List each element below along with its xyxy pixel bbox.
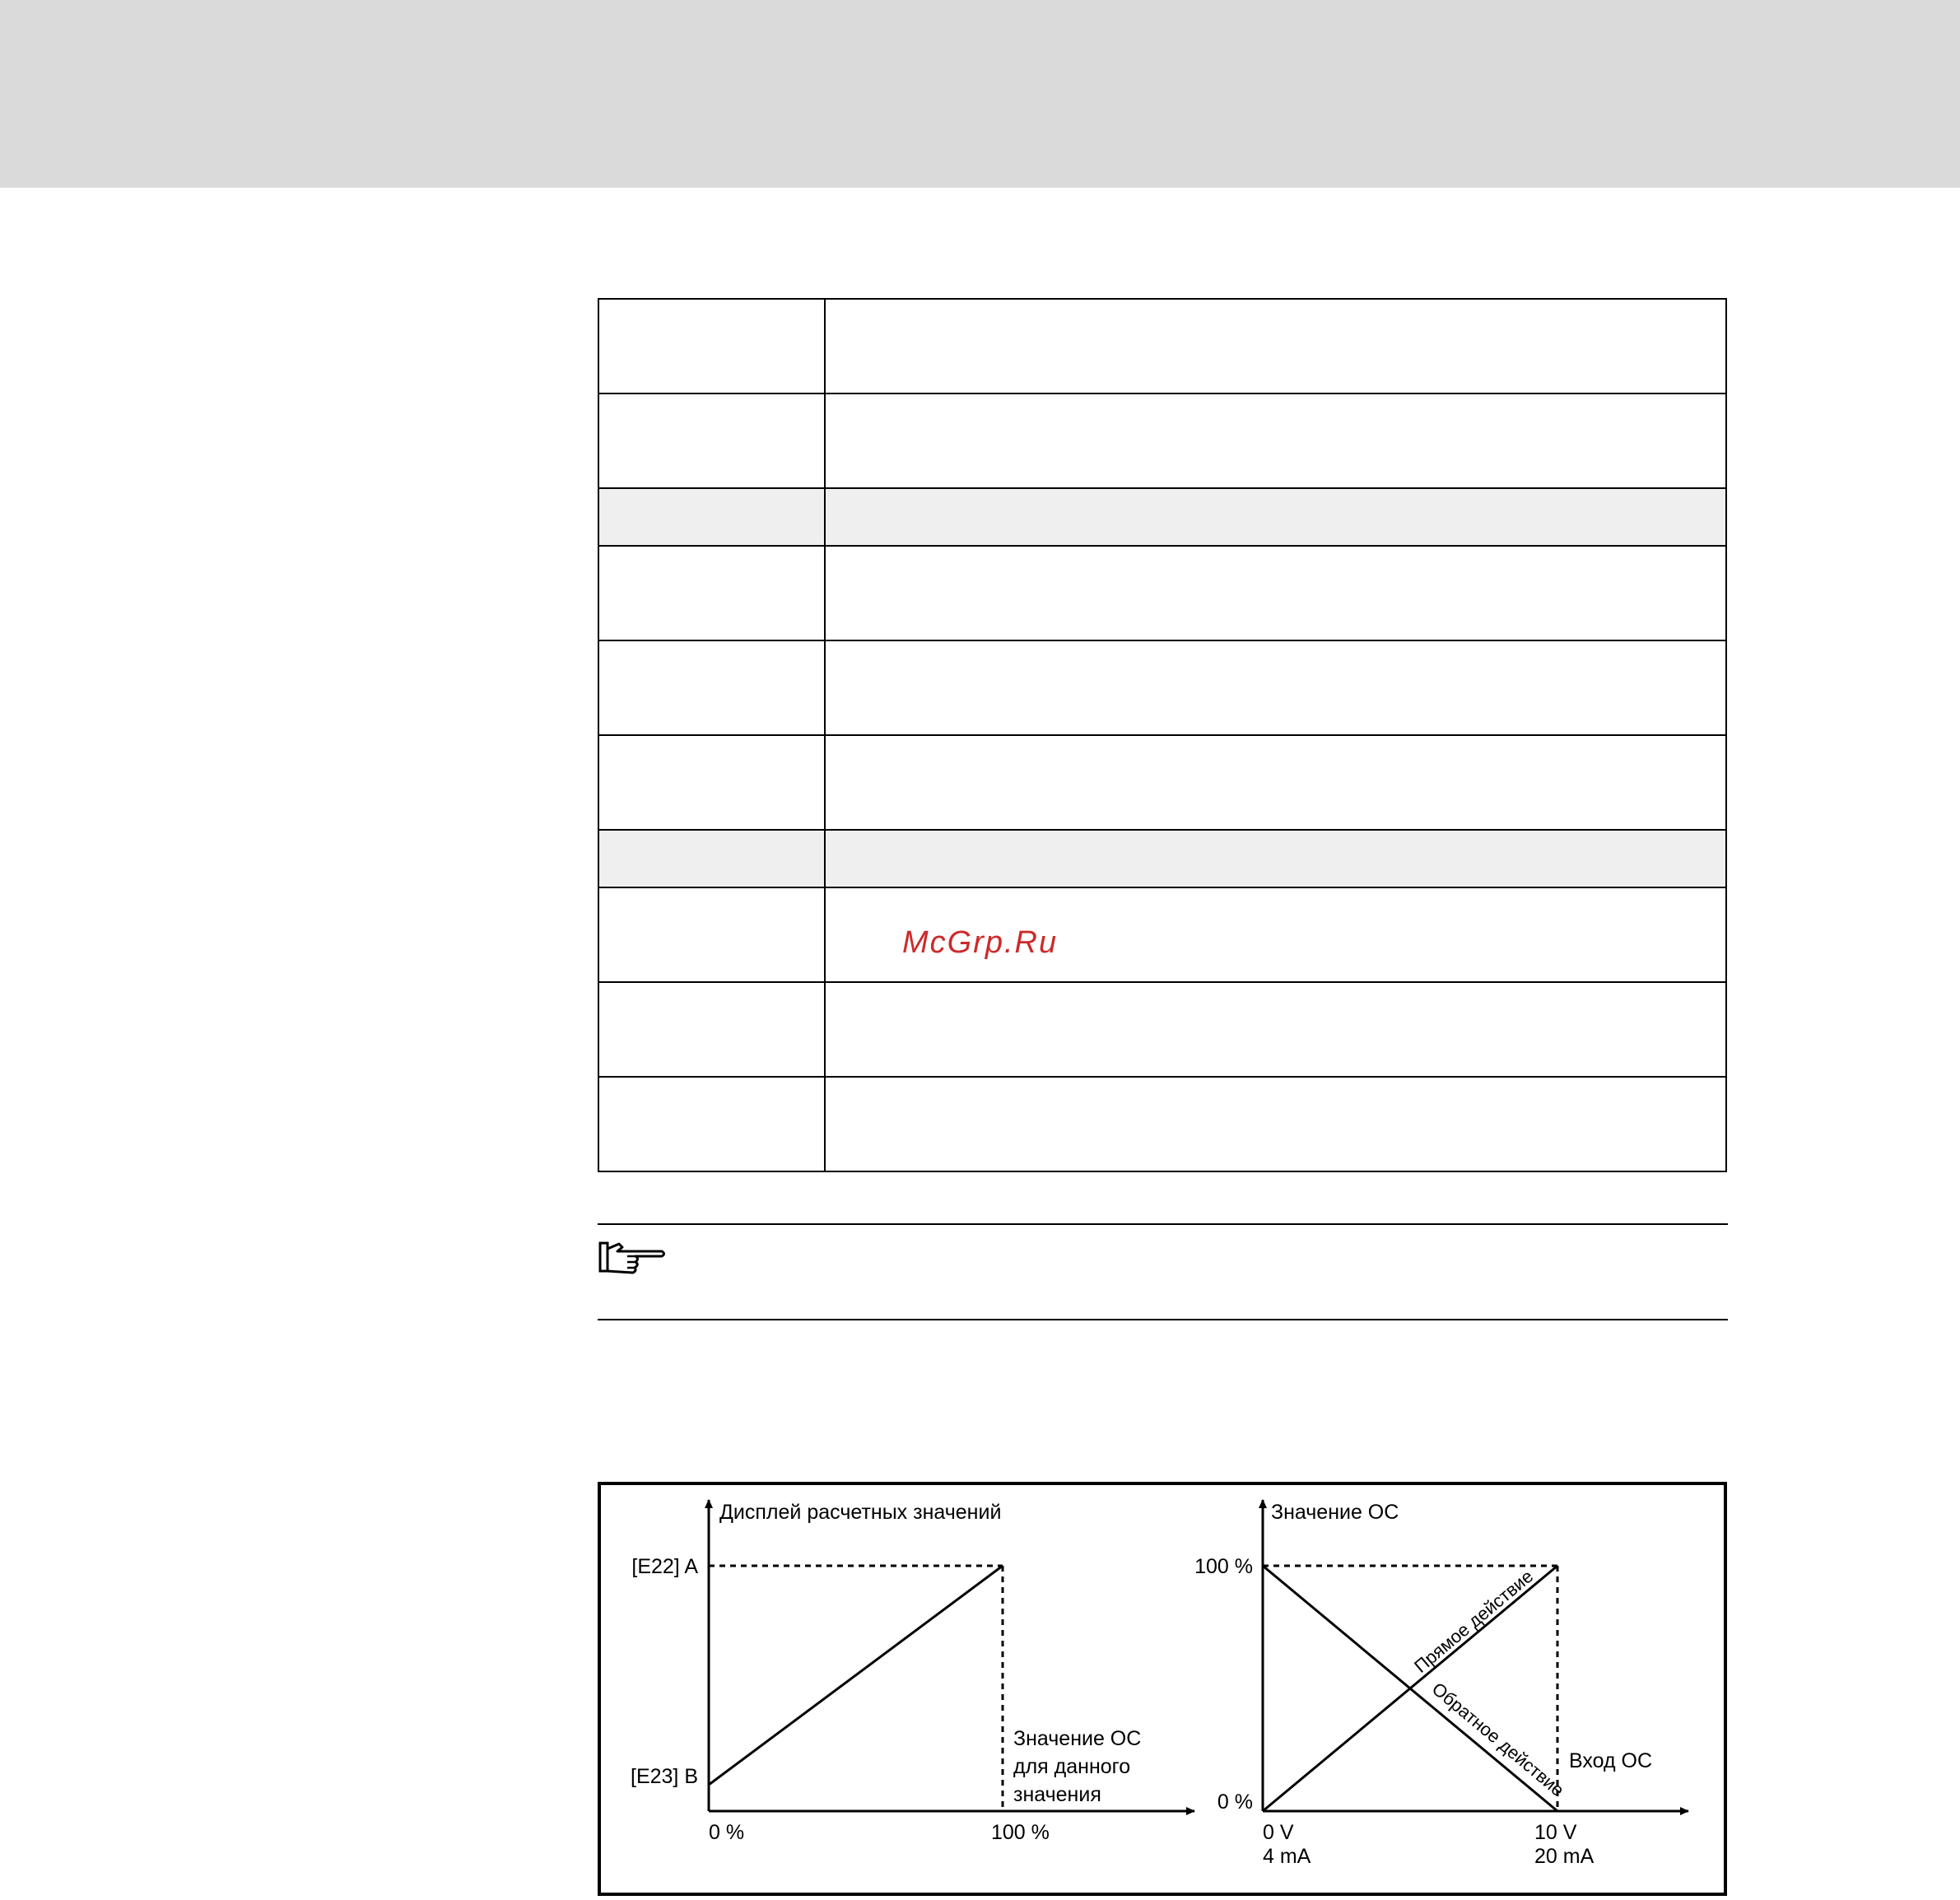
table-cell-param: [598, 982, 825, 1077]
chart2-ylabel: Значение ОС: [1271, 1501, 1399, 1524]
table-cell-desc: [825, 640, 1726, 735]
parameter-table: [598, 298, 1727, 1172]
watermark-text: McGrp.Ru: [902, 925, 1059, 960]
table-section-row: [598, 830, 1726, 887]
note-top-rule: [598, 1223, 1728, 1225]
chart1-xtick-0: 0 %: [709, 1821, 745, 1844]
chart2-xtick-0v: 0 V: [1263, 1821, 1294, 1844]
chart1-xlabel-line2: для данного: [1013, 1755, 1131, 1778]
chart1-xtick-100: 100 %: [991, 1821, 1050, 1844]
note-bottom-rule: [598, 1319, 1728, 1320]
chart2-xtick-4ma: 4 mA: [1263, 1845, 1311, 1868]
table-cell-param: [598, 394, 825, 488]
table-cell-param: [598, 735, 825, 830]
table-cell-param: [598, 488, 825, 546]
table-cell-desc: [825, 299, 1726, 394]
table-row: [598, 299, 1726, 394]
chart2-ytick-100: 100 %: [1194, 1555, 1253, 1578]
chart2-xtick-10v: 10 V: [1534, 1821, 1577, 1844]
chart1-xlabel-line1: Значение ОС: [1013, 1727, 1142, 1750]
diagram-frame: [598, 1482, 1727, 1896]
chart2-ytick-0: 0 %: [1217, 1791, 1253, 1814]
table-cell-param: [598, 830, 825, 887]
table-section-row: [598, 488, 1726, 546]
chart1-ytick-b: [E23] B: [631, 1765, 698, 1788]
header-band: [0, 0, 1960, 188]
table-row: [598, 546, 1726, 640]
table-cell-param: [598, 1077, 825, 1171]
table-row: [598, 982, 1726, 1077]
chart2-direct-label: Прямое действие: [1410, 1565, 1538, 1677]
table-cell-desc: [825, 394, 1726, 488]
chart-1: [631, 1500, 1194, 1844]
chart1-ylabel: Дисплей расчетных значений: [719, 1501, 1002, 1524]
table-cell-param: [598, 299, 825, 394]
table-cell-desc: [825, 1077, 1726, 1171]
table-cell-param: [598, 887, 825, 982]
table-cell-desc: [825, 982, 1726, 1077]
table-cell-desc: [825, 735, 1726, 830]
chart1-ytick-a: [E22] A: [631, 1555, 698, 1578]
table-cell-param: [598, 640, 825, 735]
table-row: [598, 1077, 1726, 1171]
chart2-reverse-label: Обратное действие: [1427, 1678, 1568, 1801]
chart2-xlabel: Вход ОС: [1569, 1749, 1653, 1772]
chart2-xtick-20ma: 20 mA: [1534, 1845, 1595, 1868]
table-cell-desc: [825, 546, 1726, 640]
chart1-series-line: [709, 1566, 1003, 1785]
chart1-xlabel-line3: значения: [1013, 1783, 1101, 1806]
table-cell-desc: [825, 830, 1726, 887]
table-row: [598, 735, 1726, 830]
pointing-hand-icon: [598, 1239, 667, 1275]
table-cell-desc: [825, 488, 1726, 546]
chart-2: [1194, 1500, 1688, 1868]
table-row: [598, 887, 1726, 982]
table-row: [598, 394, 1726, 488]
diagram-svg: [598, 1482, 1727, 1896]
table-row: [598, 640, 1726, 735]
table-cell-param: [598, 546, 825, 640]
